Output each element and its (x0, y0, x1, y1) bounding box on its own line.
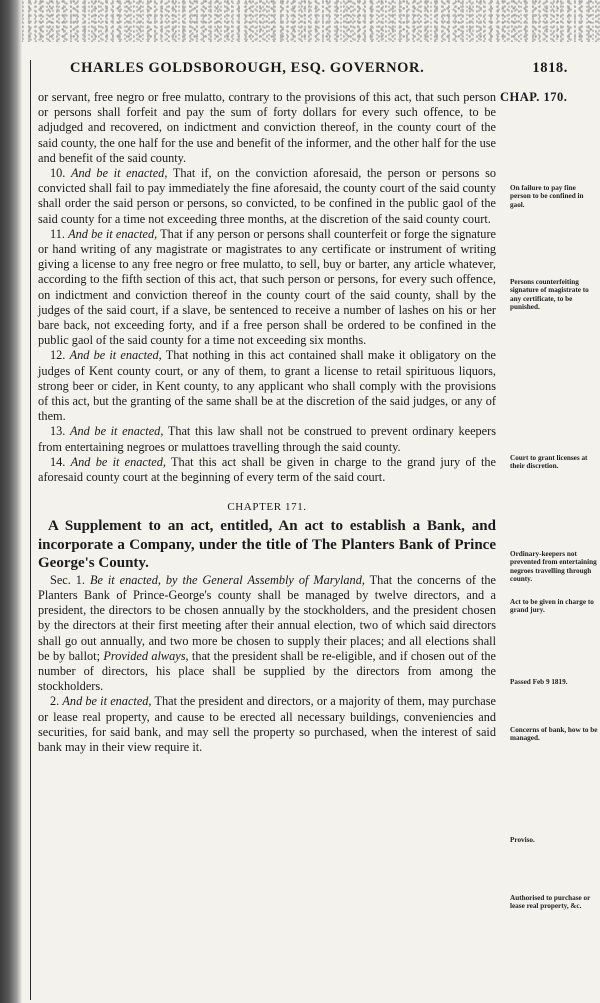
section-text: That the concerns of the Planters Bank of Prince-George's county shall be managed by twelve directors, and a president, the directors to be chosen annually by the stockholders, and the president chosen by the directors at their first meeting after their annual election, two of which said directors shall go out annually, and two more be chosen to supply their places; and all elections shall be by ballot; (38, 572, 496, 663)
proviso-clause: Provided always, (103, 648, 189, 663)
section-text: That if any person or persons shall counterfeit or forge the signature or hand writing of any magistrate or magistrates to any certificate or instrument of writing giving a license to any free negro or free mulatto, to sell, buy or barter, any article whatever, according to the fifth section of this act, that such person or persons, for every such offence, on indictment and conviction thereof in the county court of the said county, shall by the judges of the said court, if a slave, be sentenced to receive a number of lashes on his or her bare back, not exceeding forty, and if a free person shall be ordered to be confined in the public gaol of the said county for a time not exceeding six months. (38, 226, 497, 348)
section-2 (38, 694, 496, 755)
chapter-title (38, 517, 496, 573)
header-year: 1818. (532, 60, 568, 76)
chapter-title-text: A Supplement to an act, entitled, An act to establish a Bank, and incorporate a Company, under the title of The Planters Bank of Prince George's County. (38, 518, 496, 572)
section-12 (38, 348, 496, 424)
section-number: 2. (50, 694, 60, 709)
main-text-column (38, 90, 496, 755)
section-10 (38, 166, 496, 227)
section-text: That this act shall be given in charge to the grand jury of the aforesaid county court at the beginning of every term of the said court. (38, 454, 496, 485)
section-number: 12. (50, 348, 66, 363)
running-header (70, 60, 568, 82)
section-13 (38, 424, 496, 454)
enacting-clause: And be it enacted, (62, 694, 152, 709)
enacting-clause: And be it enacted, (70, 424, 164, 439)
chapter-heading: CHAPTER 171. (227, 501, 307, 514)
section-text: That this law shall not be construed to prevent ordinary keepers from entertaining negroes or mulattoes travelling through the said county. (38, 424, 497, 454)
section-1 (38, 573, 496, 695)
margin-note-licenses: Court to grant licenses at their discretion. (510, 454, 588, 471)
enacting-clause: And be it enacted, (71, 166, 168, 181)
section-number: 11. (50, 226, 65, 241)
enacting-clause: And be it enacted, (70, 454, 166, 469)
section-text: That nothing in this act contained shall make it obligatory on the judges of Kent county court, or any of them, to grant a license to retail spirituous liquors, strong beer or cider, in Kent county, to any applicant who shall comply with the provisions of this act, but the granting of the same shall be at the discretion of the said judges, or any of them. (38, 348, 497, 424)
section-14 (38, 455, 496, 485)
header-title: CHARLES GOLDSBOROUGH, ESQ. GOVERNOR. (70, 60, 425, 76)
enacting-clause: Be it enacted, by the General Assembly of Maryland, (89, 572, 365, 587)
book-spine-shadow (0, 0, 22, 1003)
margin-note-authorised: Authorised to purchase or lease real property, &c. (510, 894, 591, 911)
section-text-continued: that the president shall be re-eligible, and if chosen out of the number of directors, his place shall be supplied by the directors from among the stockholders. (38, 648, 496, 694)
section-number: 10. (50, 166, 66, 181)
section-11 (38, 227, 496, 349)
margin-note-counterfeit: Persons counterfeiting signature of magistrate to any certificate, to be punished. (510, 278, 589, 311)
chapter-reference: CHAP. 170. (500, 90, 568, 104)
paragraph-continuation: or servant, free negro or free mulatto, contrary to the provisions of this act, that such person or persons shall forfeit and pay the sum of forty dollars for every such offence, to be adjudged and recovered, on indictment and conviction thereof, in the county court of the said county, the one half for the use and benefit of the informer, and the other half for the use and benefit of the said county. (38, 90, 496, 165)
page-top-noise (0, 0, 600, 42)
section-label: Sec. 1. (50, 572, 85, 587)
section-number: 14. (50, 454, 66, 469)
left-margin-rule (30, 60, 31, 1000)
margin-note-passed: Passed Feb 9 1819. (510, 678, 568, 686)
section-text: That the president and directors, or a majority of them, may purchase or lease real property, and cause to be erected all necessary buildings, conveniencies and securities, for said bank, and may sell the property so purchased, when the interest of said bank may in their view require it. (38, 694, 497, 755)
section-number: 13. (50, 424, 66, 439)
enacting-clause: And be it enacted, (69, 348, 162, 363)
margin-note-grand-jury: Act to be given in charge to grand jury. (510, 598, 594, 615)
margin-note-concerns: Concerns of bank, how to be managed. (510, 726, 598, 743)
margin-note-fine: On failure to pay fine person to be confined in gaol. (510, 184, 584, 209)
section-text: That if, on the conviction aforesaid, the person or persons so convicted shall fail to pay immediately the fine aforesaid, the county court of the said county shall order the said person or persons, so convicted, to be confined in the public gaol of the said county for a time not exceeding three months, at the discretion of the said county court. (38, 166, 497, 226)
margin-note-proviso: Proviso. (510, 836, 535, 844)
margin-note-ordinary-keepers: Ordinary-keepers not prevented from entertaining negroes travelling through county. (510, 550, 597, 583)
enacting-clause: And be it enacted, (68, 226, 158, 241)
